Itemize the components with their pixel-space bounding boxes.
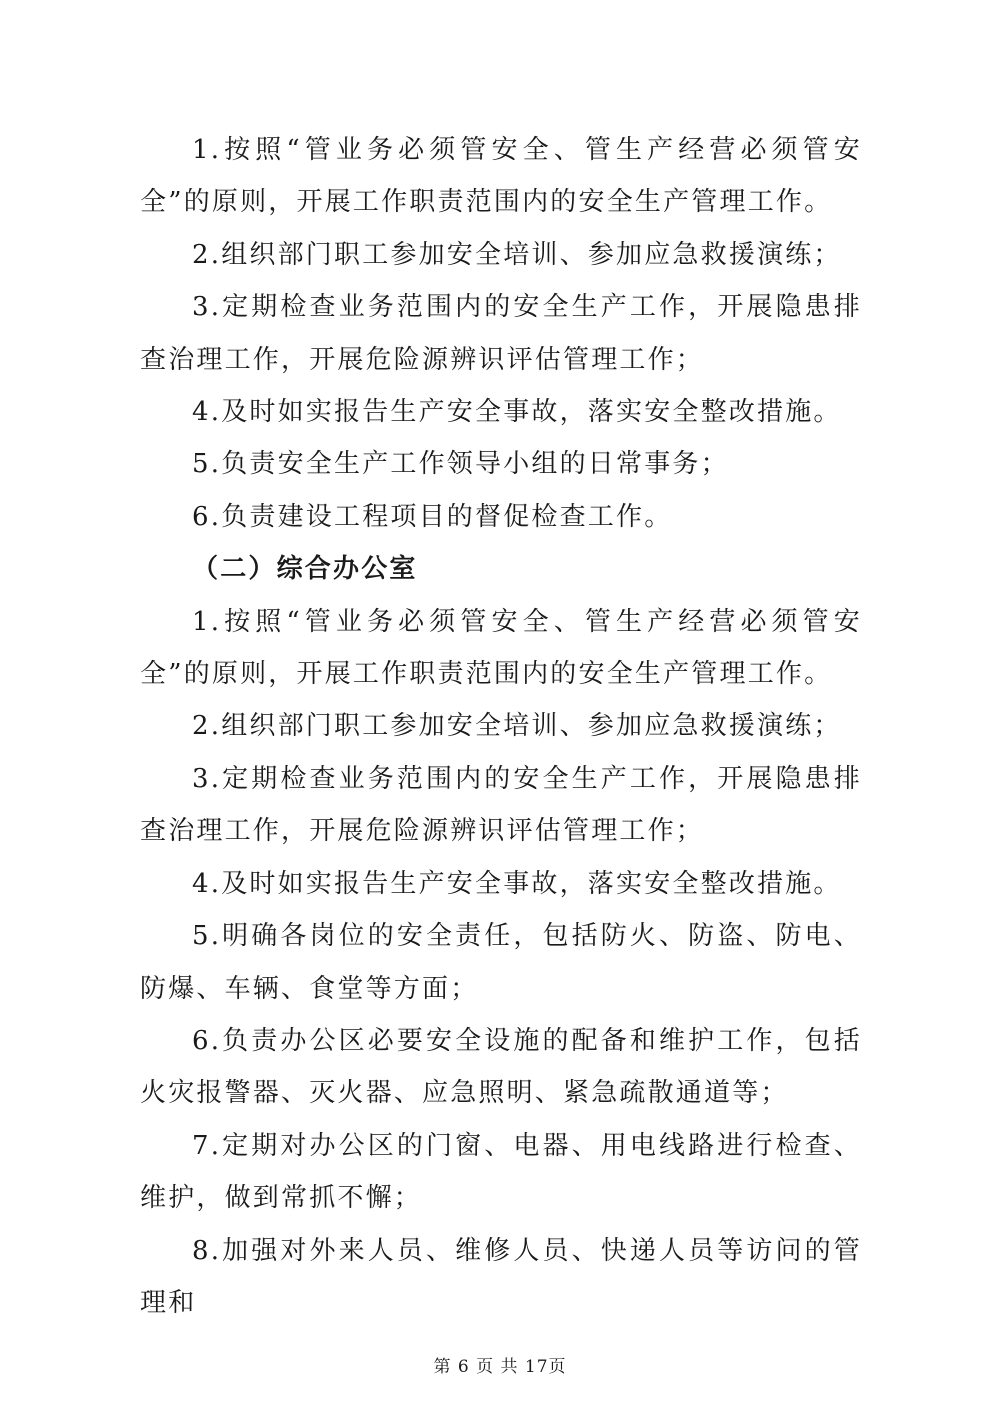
paragraph: 6.负责建设工程项目的督促检查工作。	[192, 501, 673, 532]
section-heading: （二）综合办公室	[192, 554, 418, 585]
paragraph: 6.负责办公区必要安全设施的配备和维护工作，包括火灾报警器、灭火器、应急照明、紧急疏散通道等；	[140, 1025, 862, 1109]
paragraph: 2.组织部门职工参加安全培训、参加应急救援演练；	[192, 239, 842, 270]
paragraph: 5.明确各岗位的安全责任，包括防火、防盗、防电、防爆、车辆、食堂等方面；	[140, 921, 862, 1004]
paragraph: 8.加强对外来人员、维修人员、快递人员等访问的管理和	[140, 1235, 862, 1318]
paragraph: 1.按照“管业务必须管安全、管生产经营必须管安全”的原则，开展工作职责范围内的安全生产管理工作。	[140, 606, 862, 690]
paragraph: 3.定期检查业务范围内的安全生产工作，开展隐患排查治理工作，开展危险源辨识评估管理工作；	[140, 763, 862, 847]
paragraph: 4.及时如实报告生产安全事故，落实安全整改措施。	[192, 397, 842, 428]
paragraph: 3.定期检查业务范围内的安全生产工作，开展隐患排查治理工作，开展危险源辨识评估管理工作；	[140, 292, 862, 375]
paragraph: 4.及时如实报告生产安全事故，落实安全整改措施。	[192, 868, 842, 899]
page-number-footer: 第 6 页 共 17页	[433, 1357, 567, 1377]
document-body	[140, 124, 862, 1329]
paragraph: 5.负责安全生产工作领导小组的日常事务；	[192, 449, 729, 480]
paragraph: 1.按照“管业务必须管安全、管生产经营必须管安全”的原则，开展工作职责范围内的安全生产管理工作。	[140, 135, 862, 218]
paragraph: 2.组织部门职工参加安全培训、参加应急救援演练；	[192, 711, 842, 742]
paragraph: 7.定期对办公区的门窗、电器、用电线路进行检查、维护，做到常抓不懈；	[140, 1130, 862, 1214]
